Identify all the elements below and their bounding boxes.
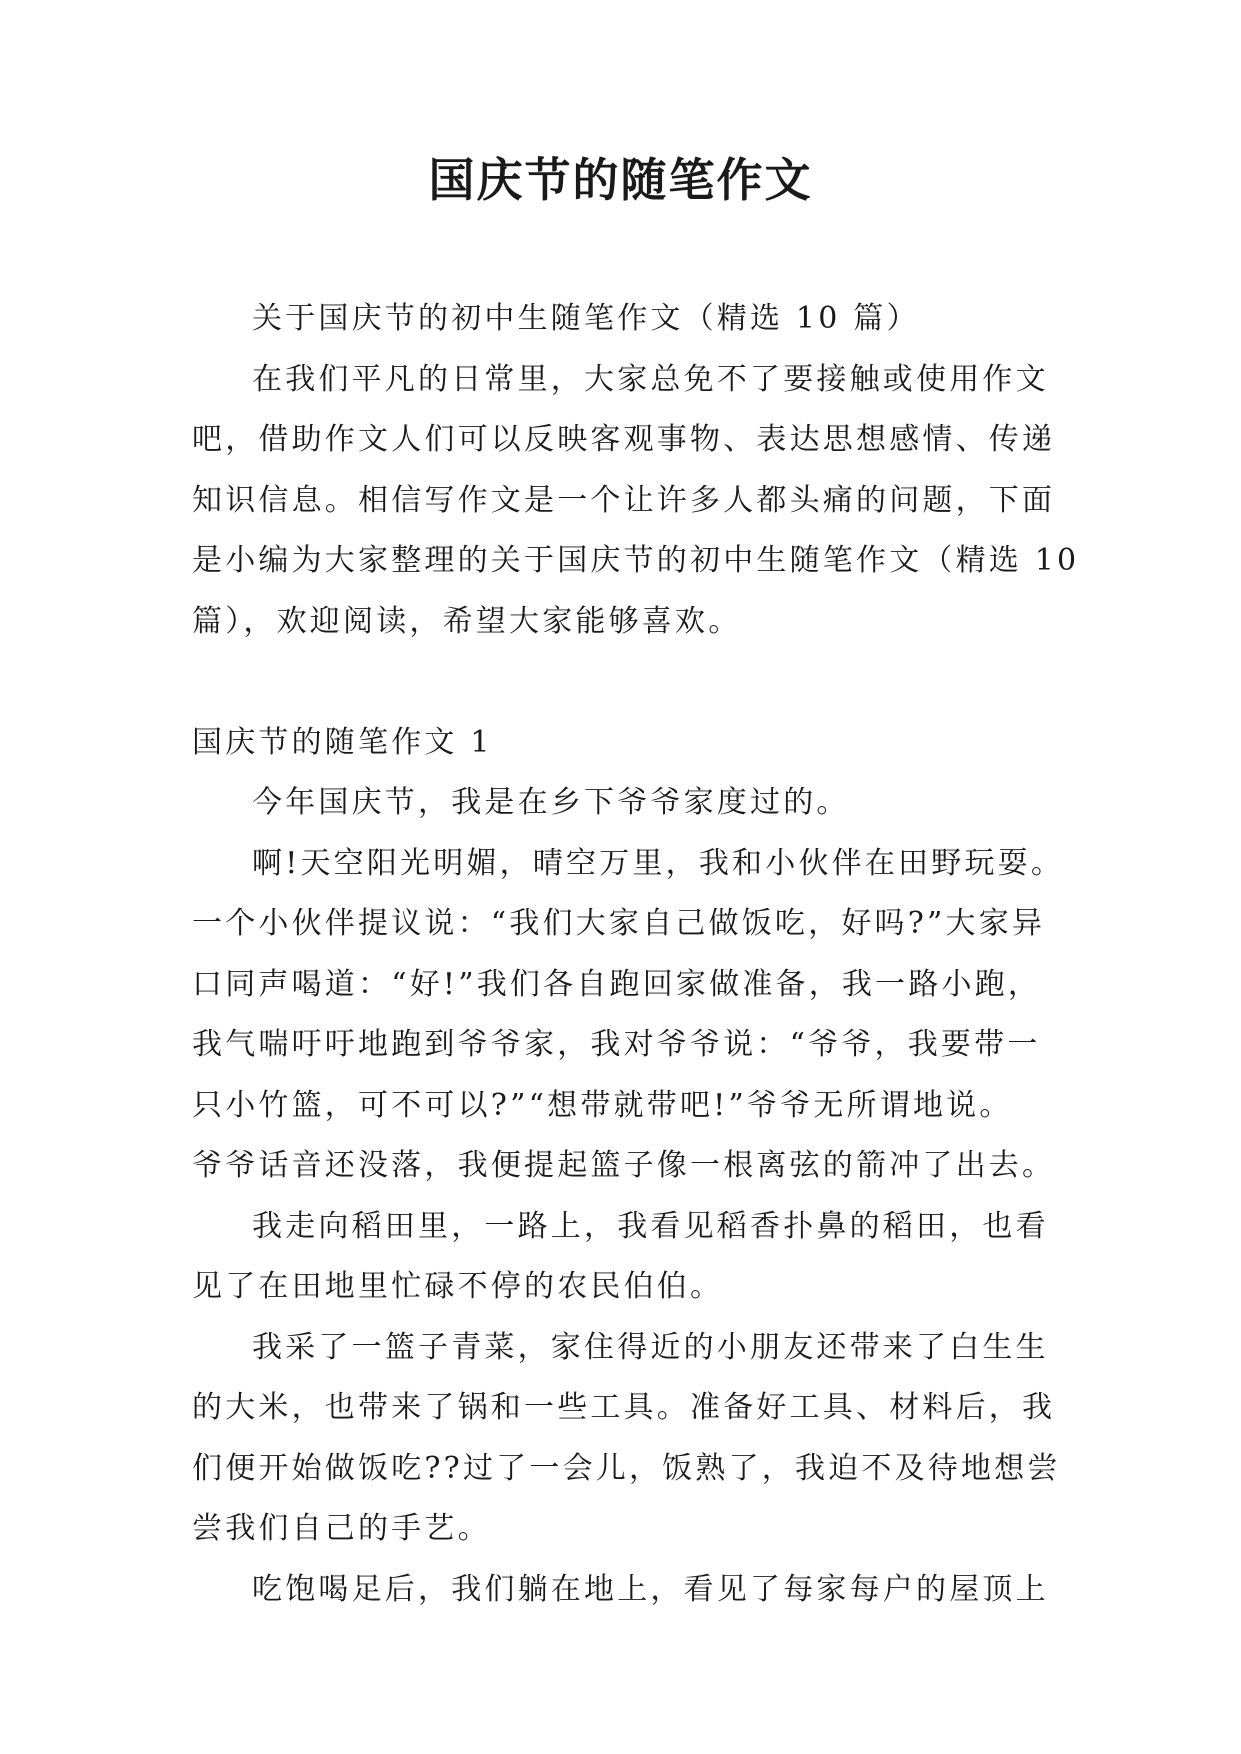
document-body [192, 289, 1080, 1620]
paragraph-line: 一个小伙伴提议说：“我们大家自己做饭吃，好吗?”大家异 [192, 906, 1046, 941]
paragraph-line: 啊!天空阳光明媚，晴空万里，我和小伙伴在田野玩耍。 [252, 845, 1065, 881]
paragraph-line: 们便开始做饭吃??过了一会儿，饭熟了，我迫不及待地想尝 [192, 1450, 1061, 1486]
paragraph-line: 的大米，也带来了锅和一些工具。准备好工具、材料后，我 [192, 1390, 1056, 1425]
intro-line: 篇），欢迎阅读，希望大家能够喜欢。 [192, 603, 742, 639]
body-paragraph [192, 1197, 1072, 1318]
intro-line: 是小编为大家整理的关于国庆节的初中生随笔作文（精选 10 [192, 543, 1080, 578]
paragraph-line: 我气喘吁吁地跑到爷爷家，我对爷爷说：“爷爷，我要带一 [192, 1027, 1041, 1062]
paragraph-line: 吃饱喝足后，我们躺在地上，看见了每家每户的屋顶上 [252, 1571, 1049, 1607]
paragraph-line: 口同声喝道：“好!”我们各自跑回家做准备，我一路小跑， [192, 966, 1042, 1002]
paragraph-line: 我采了一篮子青菜，家住得近的小朋友还带来了白生生 [252, 1329, 1049, 1365]
intro-paragraph [192, 350, 1080, 653]
body-paragraph [192, 1318, 1072, 1560]
intro-line: 吧，借助作文人们可以反映客观事物、表达思想感情、传递 [192, 422, 1056, 457]
document-title: 国庆节的随笔作文 [428, 153, 813, 207]
paragraph-line: 尝我们自己的手艺。 [192, 1511, 491, 1546]
section-heading: 国庆节的随笔作文 1 [192, 724, 493, 760]
document-subtitle: 关于国庆节的初中生随笔作文（精选 10 篇） [252, 301, 920, 336]
body-paragraph [192, 773, 1072, 834]
paragraph-line: 见了在田地里忙碌不停的农民伯伯。 [192, 1269, 724, 1304]
intro-line: 在我们平凡的日常里，大家总免不了要接触或使用作文 [252, 361, 1049, 397]
paragraph-line: 今年国庆节，我是在乡下爷爷家度过的。 [252, 785, 850, 820]
body-paragraph [192, 1560, 1072, 1621]
paragraph-line: 只小竹篮，可不可以?”“想带就带吧!”爷爷无所谓地说。 [192, 1087, 1013, 1123]
body-paragraph [192, 834, 1072, 1197]
intro-line: 知识信息。相信写作文是一个让许多人都头痛的问题，下面 [192, 482, 1056, 518]
paragraph-line: 我走向稻田里，一路上，我看见稻香扑鼻的稻田，也看 [252, 1208, 1049, 1244]
paragraph-line: 爷爷话音还没落，我便提起篮子像一根离弦的箭冲了出去。 [192, 1148, 1056, 1183]
spacer [192, 652, 1072, 713]
